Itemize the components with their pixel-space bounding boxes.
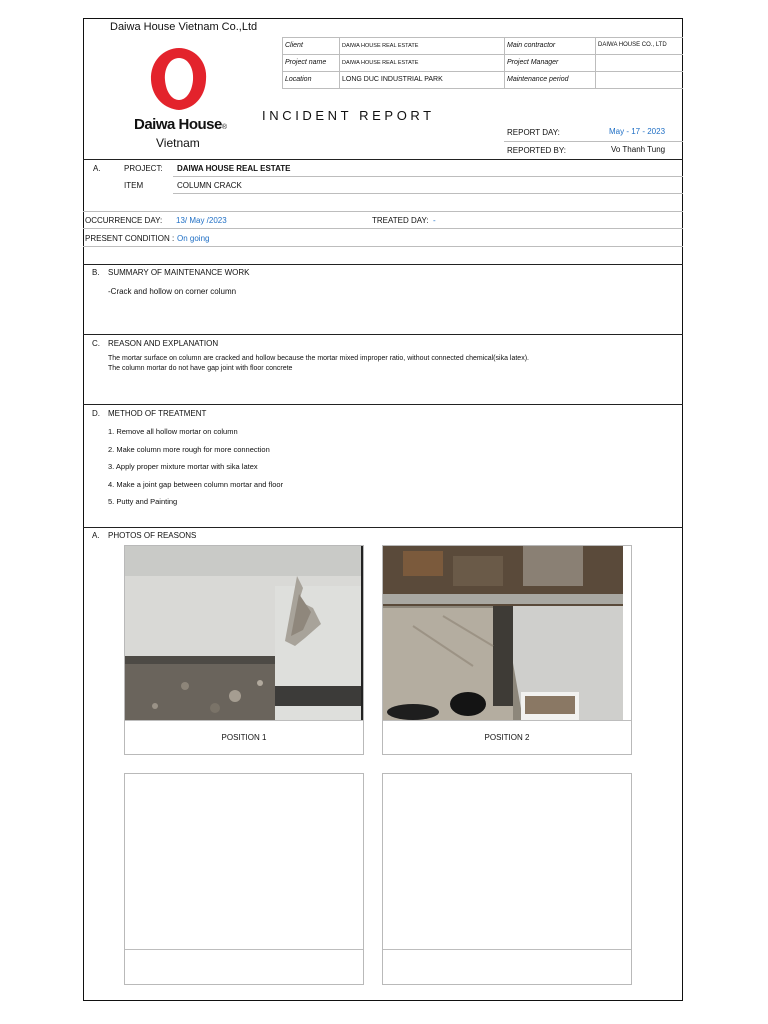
occurrence-day-value: 13/ May /2023 — [176, 216, 227, 225]
info-grid-line — [282, 71, 683, 72]
section-c-line-2: The column mortar do not have gap joint with floor concrete — [108, 365, 293, 372]
section-c-title: REASON AND EXPLANATION — [108, 339, 219, 348]
project-name-value: DAIWA HOUSE REAL ESTATE — [342, 60, 419, 66]
photo-card-1 — [124, 545, 364, 755]
project-name-label: Project name — [285, 59, 327, 66]
report-title: INCIDENT REPORT — [262, 108, 435, 123]
client-value: DAIWA HOUSE REAL ESTATE — [342, 43, 419, 49]
treatment-step: 4. Make a joint gap between column mortar and floor — [108, 480, 284, 489]
caption-line — [125, 949, 363, 950]
treated-day-value: - — [433, 216, 436, 225]
column-crack-photo-2 — [383, 546, 623, 720]
report-day-value: May - 17 - 2023 — [609, 127, 666, 136]
treated-day-label: TREATED DAY: — [372, 216, 429, 225]
caption-line — [125, 720, 363, 721]
logo-sub-text: Vietnam — [156, 136, 200, 150]
section-divider — [83, 527, 683, 528]
photos-letter: A. — [92, 531, 100, 540]
section-b-title: SUMMARY OF MAINTENANCE WORK — [108, 268, 250, 277]
row-line — [173, 176, 683, 177]
photos-title: PHOTOS OF REASONS — [108, 531, 197, 540]
occurrence-day-label: OCCURRENCE DAY: — [85, 216, 163, 225]
row-line — [83, 228, 683, 229]
row-line — [83, 211, 683, 212]
present-condition-value: On going — [177, 234, 210, 243]
info-grid-line — [282, 54, 683, 55]
info-grid-line — [282, 88, 683, 89]
section-divider — [83, 334, 683, 335]
daiwa-logo-icon — [148, 46, 210, 112]
photo-card-3 — [124, 773, 364, 985]
client-label: Client — [285, 42, 303, 49]
photo-card-2 — [382, 545, 632, 755]
main-contractor-label: Main contractor — [507, 42, 556, 49]
section-divider — [83, 264, 683, 265]
section-b-text: -Crack and hollow on corner column — [108, 287, 237, 296]
section-c-letter: C. — [92, 339, 100, 348]
company-name: Daiwa House Vietnam Co.,Ltd — [110, 21, 258, 33]
project-manager-label: Project Manager — [507, 59, 559, 66]
caption-line — [383, 949, 631, 950]
section-divider — [83, 404, 683, 405]
info-grid-line — [282, 37, 283, 88]
maintenance-period-label: Maintenance period — [507, 76, 569, 83]
treatment-step: 5. Putty and Painting — [108, 497, 178, 506]
photo-caption-2: POSITION 2 — [484, 733, 530, 742]
treatment-step: 1. Remove all hollow mortar on column — [108, 427, 238, 436]
section-a-letter: A. — [93, 164, 101, 173]
info-grid-line — [504, 37, 505, 88]
section-c-line-1: The mortar surface on column are cracked and hollow because the mortar mixed improper ratio, without connected chemical(sika latex). — [108, 355, 529, 362]
logo-brand-text: Daiwa House® — [134, 116, 227, 133]
location-label: Location — [285, 76, 312, 83]
section-divider — [83, 159, 683, 160]
item-value: COLUMN CRACK — [177, 181, 242, 190]
location-value: LONG DUC INDUSTRIAL PARK — [342, 76, 443, 83]
reported-by-label: REPORTED BY: — [507, 146, 566, 155]
row-line — [173, 193, 683, 194]
section-d-title: METHOD OF TREATMENT — [108, 409, 207, 418]
caption-line — [383, 720, 631, 721]
section-d-letter: D. — [92, 409, 100, 418]
present-condition-label: PRESENT CONDITION : — [85, 234, 175, 243]
item-label: ITEM — [124, 181, 144, 190]
main-contractor-value: DAIWA HOUSE CO., LTD — [598, 42, 667, 48]
report-day-label: REPORT DAY: — [507, 128, 560, 137]
info-grid-line — [595, 37, 596, 88]
info-grid-line — [282, 37, 683, 38]
section-b-letter: B. — [92, 268, 100, 277]
project-value: DAIWA HOUSE REAL ESTATE — [177, 164, 291, 173]
treatment-step: 2. Make column more rough for more connection — [108, 445, 270, 454]
treatment-step: 3. Apply proper mixture mortar with sika latex — [108, 462, 258, 471]
row-line — [83, 246, 683, 247]
project-label: PROJECT: — [124, 164, 163, 173]
column-crack-photo-1 — [125, 546, 363, 720]
report-grid-line — [504, 141, 683, 142]
info-grid-line — [339, 37, 340, 88]
photo-card-4 — [382, 773, 632, 985]
reported-by-value: Vo Thanh Tung — [611, 145, 666, 154]
photo-caption-1: POSITION 1 — [221, 733, 267, 742]
